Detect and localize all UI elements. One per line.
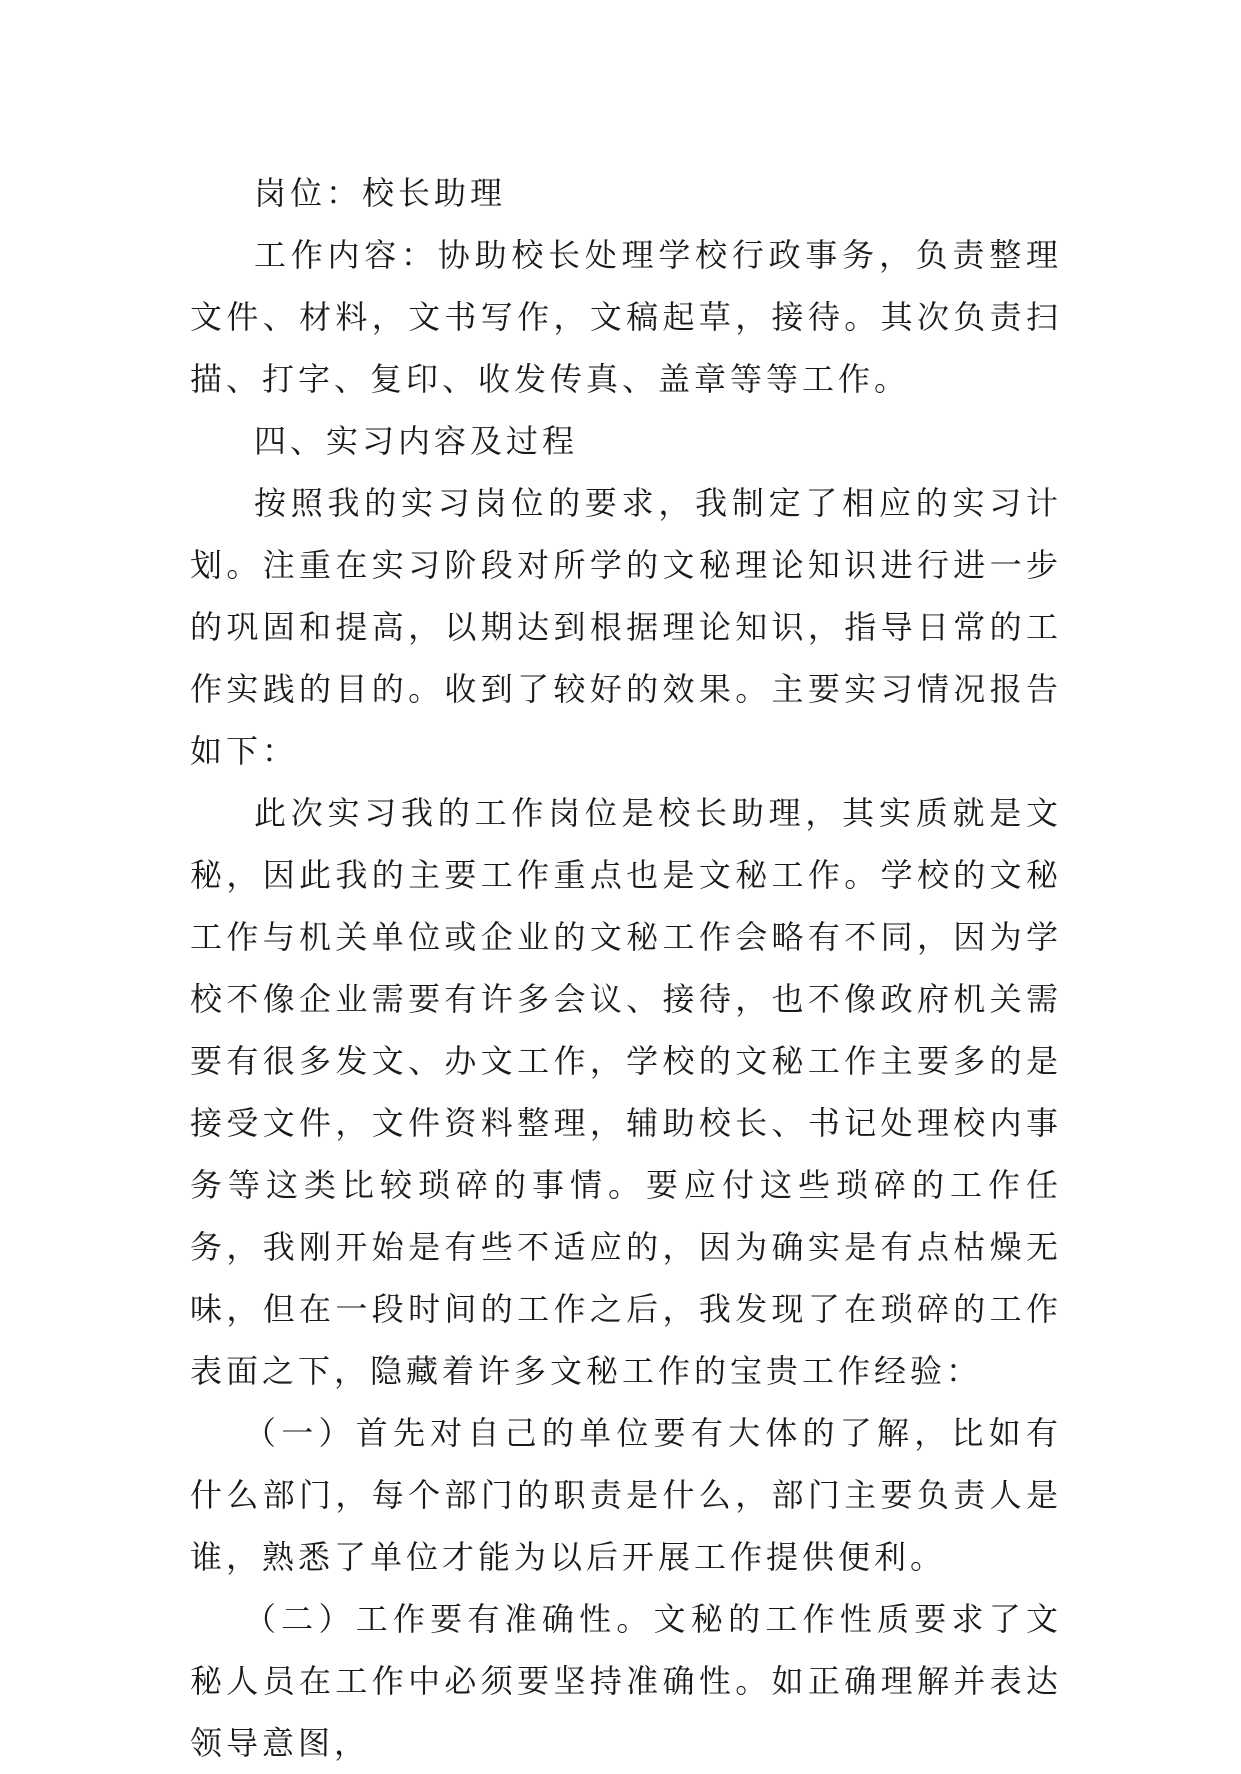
list-item-paragraph: （一）首先对自己的单位要有大体的了解，比如有什么部门，每个部门的职责是什么，部门主要负责人是谁，熟悉了单位才能为以后开展工作提供便利。 xyxy=(190,1414,1062,1576)
document-page xyxy=(190,162,1062,1774)
list-item-paragraph: （二）工作要有准确性。文秘的工作性质要求了文秘人员在工作中必须要坚持准确性。如正确理解并表达领导意图， xyxy=(190,1600,1062,1762)
body-paragraph: 此次实习我的工作岗位是校长助理，其实质就是文秘，因此我的主要工作重点也是文秘工作。学校的文秘工作与机关单位或企业的文秘工作会略有不同，因为学校不像企业需要有许多会议、接待，也不像政府机关需要有很多发文、办文工作，学校的文秘工作主要多的是接受文件，文件资料整理，辅助校长、书记处理校内事务等这类比较琐碎的事情。要应付这些琐碎的工作任务，我刚开始是有些不适应的，因为确实是有点枯燥无味，但在一段时间的工作之后，我发现了在琐碎的工作表面之下，隐藏着许多文秘工作的宝贵工作经验： xyxy=(190,794,1062,1390)
position-line: 岗位：校长助理 xyxy=(254,174,507,212)
job-content-paragraph: 工作内容：协助校长处理学校行政事务，负责整理文件、材料，文书写作，文稿起草，接待。其次负责扫描、打字、复印、收发传真、盖章等等工作。 xyxy=(190,236,1062,398)
body-paragraph: 按照我的实习岗位的要求，我制定了相应的实习计划。注重在实习阶段对所学的文秘理论知识进行进一步的巩固和提高，以期达到根据理论知识，指导日常的工作实践的目的。收到了较好的效果。主要实习情况报告如下： xyxy=(190,484,1062,770)
section-heading: 四、实习内容及过程 xyxy=(254,422,579,460)
